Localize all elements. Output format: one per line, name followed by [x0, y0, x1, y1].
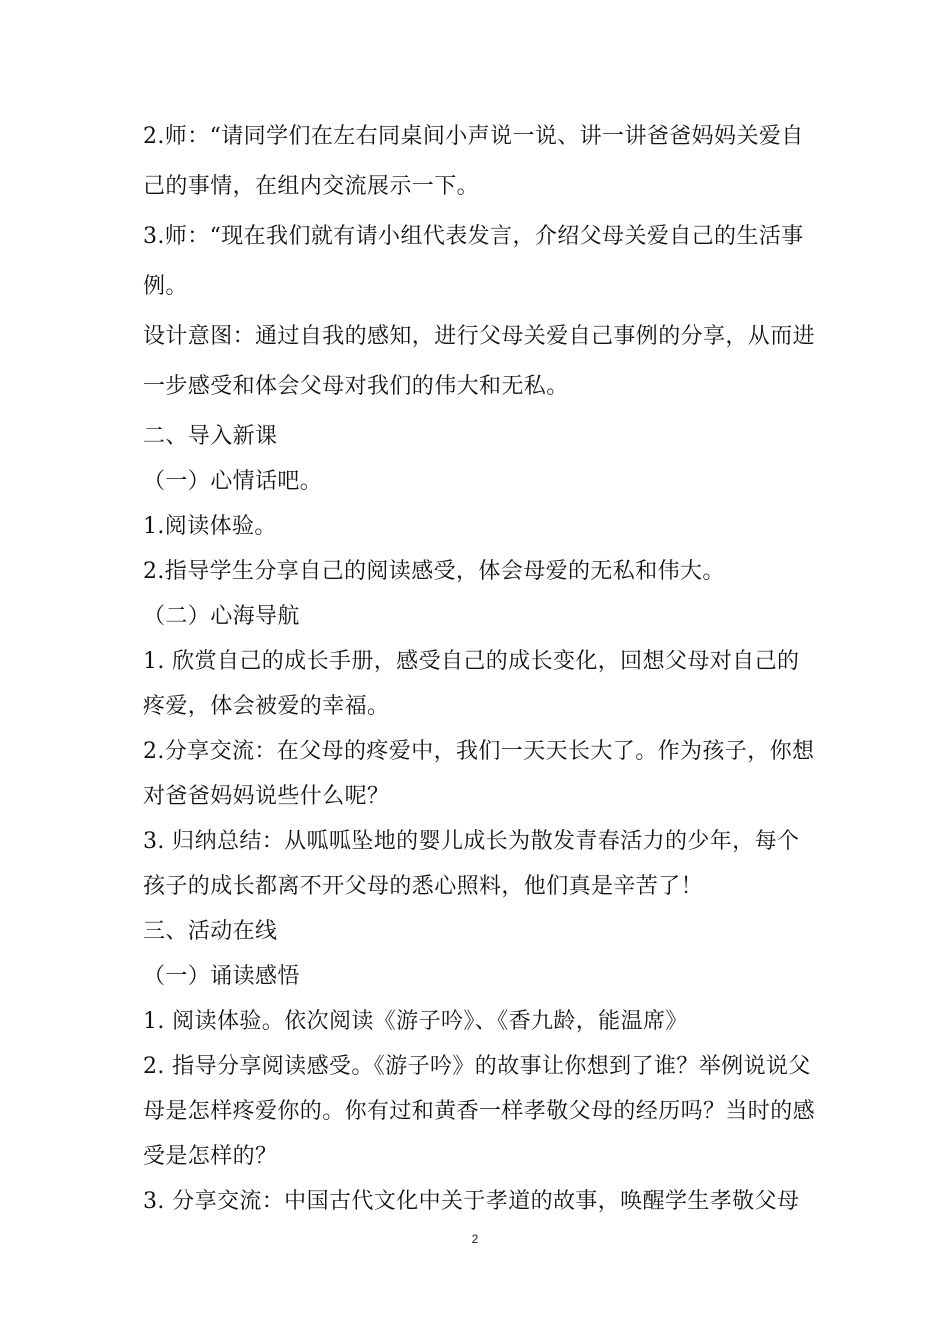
text-line: 对爸爸妈妈说些什么呢？ — [143, 784, 390, 809]
text-line: 设计意图：通过自我的感知，进行父母关爱自己事例的分享，从而进 — [143, 324, 816, 349]
subsection-heading: （一）心情话吧。 — [143, 469, 323, 494]
section-heading: 二、导入新课 — [143, 424, 278, 449]
text-line: 3.师：“现在我们就有请小组代表发言，介绍父母关爱自己的生活事 — [143, 224, 804, 249]
text-line: 3. 归纳总结：从呱呱坠地的婴儿成长为散发青春活力的少年，每个 — [143, 829, 800, 854]
text-line: 3. 分享交流：中国古代文化中关于孝道的故事，唤醒学生孝敬父母 — [143, 1189, 800, 1214]
text-line: 疼爱，体会被爱的幸福。 — [143, 694, 390, 719]
text-line: 2. 指导分享阅读感受。《游子吟》的故事让你想到了谁？举例说说父 — [143, 1054, 811, 1079]
text-line: 1. 阅读体验。依次阅读《游子吟》、《香九龄，能温席》 — [143, 1009, 688, 1034]
text-line: 1. 欣赏自己的成长手册，感受自己的成长变化，回想父母对自己的 — [143, 649, 800, 674]
page-number: 2 — [471, 1232, 479, 1246]
section-heading: 三、活动在线 — [143, 919, 278, 944]
subsection-heading: （一）诵读感悟 — [143, 964, 300, 989]
text-line: 1.阅读体验。 — [143, 514, 277, 539]
text-line: 2.指导学生分享自己的阅读感受，体会母爱的无私和伟大。 — [143, 559, 725, 584]
text-line: 一步感受和体会父母对我们的伟大和无私。 — [143, 374, 569, 399]
text-line: 孩子的成长都离不开父母的悉心照料，他们真是辛苦了！ — [143, 874, 704, 899]
text-line: 例。 — [143, 274, 188, 299]
text-line: 受是怎样的？ — [143, 1144, 278, 1169]
text-line: 2.分享交流：在父母的疼爱中，我们一天天长大了。作为孩子，你想 — [143, 739, 815, 764]
text-line: 母是怎样疼爱你的。你有过和黄香一样孝敬父母的经历吗？当时的感 — [143, 1099, 816, 1124]
subsection-heading: （二）心海导航 — [143, 604, 300, 629]
text-line: 己的事情，在组内交流展示一下。 — [143, 174, 480, 199]
text-line: 2.师：“请同学们在左右同桌间小声说一说、讲一讲爸爸妈妈关爱自 — [143, 124, 804, 149]
